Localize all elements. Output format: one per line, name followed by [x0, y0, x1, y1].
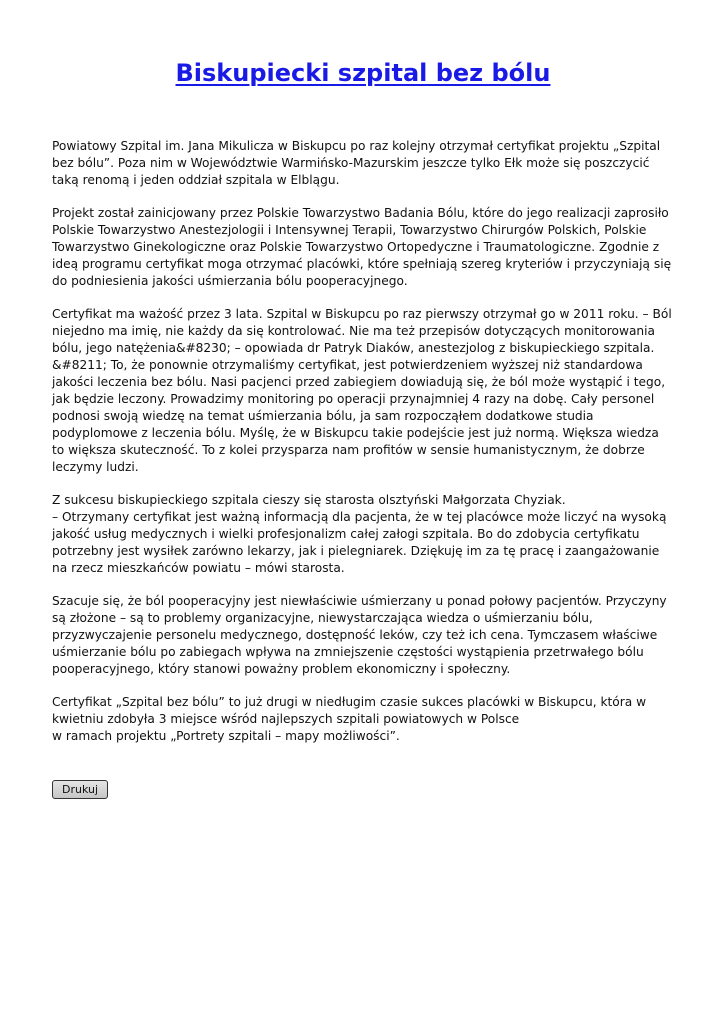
article-paragraph: Certyfikat „Szpital bez bólu” to już drugi w niedługim czasie sukces placówki w Biskupcu, która w kwietniu zdobyła 3 miejsce wśród najlepszych szpitali powiatowych w Polsce w ramach projektu „Portrety szpitali – mapy możliwości”. — [52, 695, 647, 743]
print-button[interactable]: Drukuj — [52, 780, 108, 799]
article-paragraph: Certyfikat ma ważość przez 3 lata. Szpital w Biskupcu po raz pierwszy otrzymał go w 2011 roku. – Ból niejedno ma imię, nie każdy da się kontrolować. Nie ma też przepisów dotyczących monitorowania bólu, jego natężenia&#8230; – opowiada dr Patryk Diaków, anestezjolog z biskupieckiego szpitala. &#8211; To, że ponownie otrzymaliśmy certyfikat, jest potwierdzeniem wyższej niż standardowa jakości leczenia bez bólu. Nasi pacjenci przed zabiegiem dowiadują się, że ból może wystąpić i tego, jak będzie leczony. Prowadzimy monitoring po operacji przynajmniej 4 razy na dobę. Cały personel podnosi swoją wiedzę na temat uśmierzania bólu, ja sam rozpocząłem dodatkowe studia podyplomowe z leczenia bólu. Myślę, że w Biskupcu takie podejście jest już normą. Większa wiedza to większa skuteczność. To z kolei przysparza nam profitów w sensie humanistycznym, że dobrze leczymy ludzi. — [52, 307, 672, 474]
article-paragraph: Projekt został zainicjowany przez Polskie Towarzystwo Badania Bólu, które do jego realizacji zaprosiło Polskie Towarzystwo Anestezjologii i Intensywnej Terapii, Towarzystwo Chirurgów Polskich, Polskie Towarzystwo Ginekologiczne oraz Polskie Towarzystwo Ortopedyczne i Traumatologiczne. Zgodnie z ideą programu certyfikat moga otrzymać placówki, które spełniają szereg kryteriów i przyczyniają się do podniesienia jakości uśmierzania bólu pooperacyjnego. — [52, 206, 672, 288]
article-title[interactable]: Biskupiecki szpital bez bólu — [175, 59, 551, 87]
article-body — [52, 138, 674, 761]
article-paragraph: Powiatowy Szpital im. Jana Mikulicza w Biskupcu po raz kolejny otrzymał certyfikat projektu „Szpital bez bólu”. Poza nim w Województwie Warmińsko-Mazurskim jeszcze tylko Ełk może się poszczycić taką renomą i jeden oddział szpitala w Elblągu. — [52, 139, 661, 187]
article-paragraph: Z sukcesu biskupieckiego szpitala cieszy się starosta olsztyński Małgorzata Chyziak. – Otrzymany certyfikat jest ważną informacją dla pacjenta, że w tej placówce może liczyć na wysoką jakość usług medycznych i wielki profesjonalizm całej załogi szpitala. Bo do zdobycia certyfikatu potrzebny jest wysiłek zarówno lekarzy, jak i pielegniarek. Dziękuję im za tę pracę i zaangażowanie na rzecz mieszkańców powiatu – mówi starosta. — [52, 493, 667, 575]
article-paragraph: Szacuje się, że ból pooperacyjny jest niewłaściwie uśmierzany u ponad połowy pacjentów. Przyczyny są złożone – są to problemy organizacyjne, niewystarczająca wiedza o uśmierzaniu bólu, przyzwyczajenie personelu medycznego, dostępność leków, czy też ich cena. Tymczasem właściwe uśmierzanie bólu po zabiegach wpływa na zmniejszenie częstości wystąpienia przetrwałego bólu pooperacyjnego, który stanowi poważny problem ekonomiczny i społeczny. — [52, 594, 667, 676]
